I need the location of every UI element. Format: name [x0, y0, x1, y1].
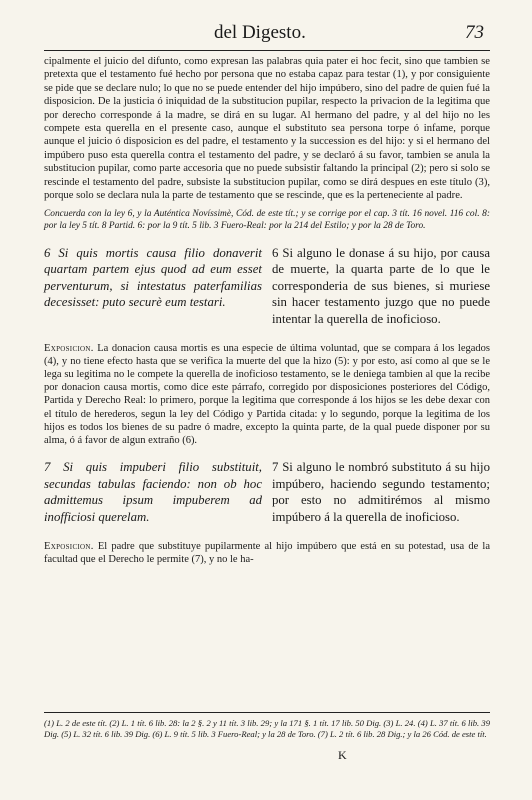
- signature-mark: K: [338, 748, 347, 762]
- running-header: [44, 22, 490, 48]
- page-number: 73: [465, 22, 484, 43]
- concordance-note: Concuerda con la ley 6, y la Auténtica Novíssimè, Cód. de este tít.; y se corrige por el cap. 3 tít. 16 novel. 116 col. 8: por la ley 5 tít. 8 Partid. 6: por la 9 tít. 5 lib. 3 Fuero-Real: por la 214 del Estilo; y por la 28 de Toro.: [44, 209, 490, 232]
- exposition-text: El padre que substituye pupilarmente al hijo impúbero que está en su potestad, usa de la facultad que el Derecho le permite (7), y no le ha-: [44, 540, 491, 565]
- spanish-text-6: 6 Si alguno le donase á su hijo, por causa de muerte, la quarta parte de lo que le corresponderia de sus bienes, si muriese sin hacer testamento juzgo que no puede intentar la querella de inoficioso.: [272, 245, 490, 327]
- exposition-text: La donacion causa mortis es una especie de última voluntad, que se compara á los legados (4), y no tiene efecto hasta que se verifica la muerte del que la hizo (5): y por esto, así como al que se le lega su legitima no le compete la querella de inoficioso testamento, se le deniega tambien al que la recibe por donacion causa mortis, como dice este párrafo, corregido por disposiciones posteriores del Código, Partida y Derecho Real: lo primero, porque la legitima que corresponde á los hijos se les debe dexar con el título de herederos, segun la ley del Código y Partida citada: y lo segundo, porque la legitima de los hijos es todos los bienes de su padre ó madre, excepto la quinta parte, de la qual puede disponer por su alma, ó á favor de algun extraño (6).: [44, 342, 491, 447]
- exposition-label: Exposicion.: [44, 540, 94, 552]
- latin-text-7: 7 Si quis impuberi filio substituit, secundas tabulas faciendo: non ob hoc admittemus ipsum impuberem ad inofficiosi querelam.: [44, 460, 262, 525]
- spanish-text-7: 7 Si alguno le nombró substituto á su hijo impúbero, haciendo segundo testamento; por esto no admitirémos al mismo impúbero á la querella de inoficioso.: [272, 460, 490, 525]
- footnotes: (1) L. 2 de este tít. (2) L. 1 tít. 6 lib. 28: la 2 §. 2 y 11 tít. 3 lib. 29; y la 171 §. 1 tít. 17 lib. 50 Dig. (3) L. 24. (4) L. 37 tít. 6 lib. 39 Dig. (5) L. 32 tít. 6 lib. 39 Dig. (6) L. 9 tít. 5 lib. 3 Fuero-Real; y la 28 de Toro. (7) L. 2 tít. 6 lib. 28 Dig.; y la 26 Cód. de este tít.: [44, 718, 490, 739]
- latin-text-6: 6 Si quis mortis causa filio donaverit quartam partem ejus quod ad eum esset perventurum, si intestatus paterfamilias decesisset: puto securè eum testari.: [44, 245, 262, 310]
- footnote-rule: [44, 712, 490, 713]
- running-title: del Digesto.: [214, 22, 306, 43]
- section-7: [44, 459, 490, 525]
- commentary-paragraph: cipalmente el juicio del difunto, como expresan las palabras quia pater ei hoc fecit, sino que tambien se pretexta que el testamento fué hecho por persona que no estaba capaz para testar (1), y por consiguiente se pide que se declare nulo; lo que no se puede entender del hijo impúbero, sino del padre de quien fué la disposicion. De la justicia ó iniquidad de la substitucion pupilar, respecto la privacion de la legitima que por derecho corresponde á la madre, se dirá en su lugar. Al hermano del padre, y al del hijo no les compete esta querella en el presente caso, aunque el substituto sea persona torpe ó infame, porque aunque el juicio ó disposicion es del padre, el testamento y la succession es del hijo: y si el hermano del impúbero puso esta querella contra el testamento del padre, y se declaró á su favor, tambien se anula la substitucion pupilar, como parte accesoria que no puede subsistir faltando la principal (2); pero si solo se rescinde el testamento del padre, subsiste la substitucion pupilar, como se dirá despues en este título (3), porque solo se declara nula la parte de testamento que se rescinde, que es la perteneciente al padre.: [44, 56, 490, 202]
- page-content: [44, 22, 490, 566]
- exposition-label: Exposicion.: [44, 342, 94, 354]
- exposition-7: [44, 540, 490, 566]
- header-rule: [44, 50, 490, 51]
- section-6: [44, 245, 490, 328]
- exposition-6: [44, 342, 490, 448]
